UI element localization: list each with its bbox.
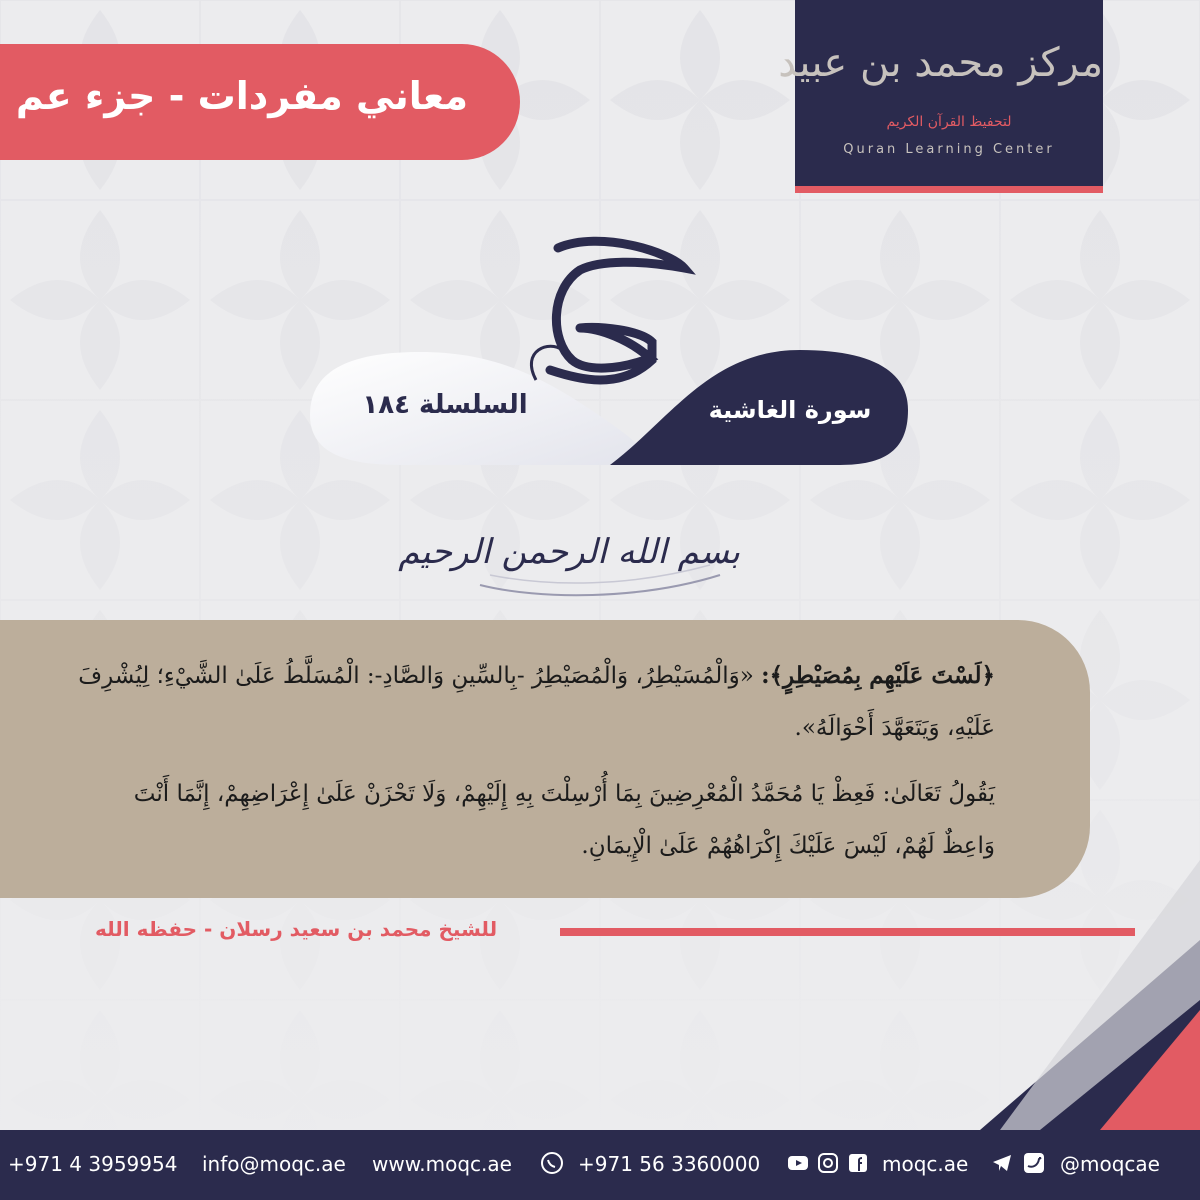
center-logo [778, 0, 1103, 193]
logo-english-name: Quran Learning Center [843, 142, 1055, 157]
social-handle[interactable]: @moqcae [1060, 1152, 1160, 1176]
basmala: بسم الله الرحمن الرحيم [398, 532, 740, 572]
series-title: معاني مفردات - جزء عم [15, 74, 468, 118]
whatsapp-icon[interactable] [540, 1151, 564, 1175]
logo-arabic-subtitle: لتحفيظ القرآن الكريم [886, 114, 1012, 130]
contact-footer [0, 1130, 1200, 1200]
surah-emblem [300, 230, 920, 490]
series-title-banner [0, 44, 520, 160]
phone-number[interactable]: +971 4 3959954 [8, 1152, 178, 1176]
instagram-icon[interactable] [816, 1151, 840, 1175]
calligraphy-mark [550, 241, 684, 380]
logo-arabic-name: مركز محمد بن عبيد [778, 40, 1103, 86]
sheikh-credit: للشيخ محمد بن سعيد رسلان - حفظه الله [95, 917, 498, 941]
surah-name: سورة الغاشية [708, 396, 872, 424]
social-site[interactable]: moqc.ae [882, 1152, 969, 1176]
whatsapp-number[interactable]: +971 56 3360000 [578, 1152, 761, 1176]
email-link[interactable]: info@moqc.ae [202, 1152, 346, 1176]
explanation-paragraph: يَقُولُ تَعَالَىٰ: فَعِظْ يَا مُحَمَّدُ الْمُعْرِضِينَ بِمَا أُرْسِلْتَ بِهِ إِلَيْهِمْ، وَلَا تَحْزَنْ عَلَىٰ إِعْرَاضِهِمْ، إِنَّمَا أَنْتَ وَاعِظٌ لَهُمْ، لَيْسَ عَلَيْكَ إِكْرَاهُهُمْ عَلَىٰ الْإِيمَانِ. [133, 781, 995, 859]
series-number: السلسلة ١٨٤ [362, 390, 528, 420]
definition-paragraph [75, 650, 995, 754]
quran-quote: ﴿لَسْتَ عَلَيْهِم بِمُصَيْطِرٍ﴾: [761, 662, 995, 689]
definition-text: «وَالْمُسَيْطِرُ، وَالْمُصَيْطِرُ -بِالسِّينِ وَالصَّادِ-: الْمُسَلَّطُ عَلَىٰ الشَّيْءِ؛ لِيُشْرِفَ عَلَيْهِ، وَيَتَعَهَّدَ أَحْوَالَهُ». [78, 663, 995, 741]
website-link[interactable]: www.moqc.ae [372, 1152, 512, 1176]
facebook-icon[interactable] [846, 1151, 870, 1175]
youtube-icon[interactable] [786, 1151, 810, 1175]
telegram-icon[interactable] [990, 1151, 1014, 1175]
meaning-card [0, 620, 1090, 898]
logo-accent-strip [795, 186, 1103, 193]
credit-divider [560, 928, 1135, 936]
twitter-icon[interactable] [1022, 1151, 1046, 1175]
